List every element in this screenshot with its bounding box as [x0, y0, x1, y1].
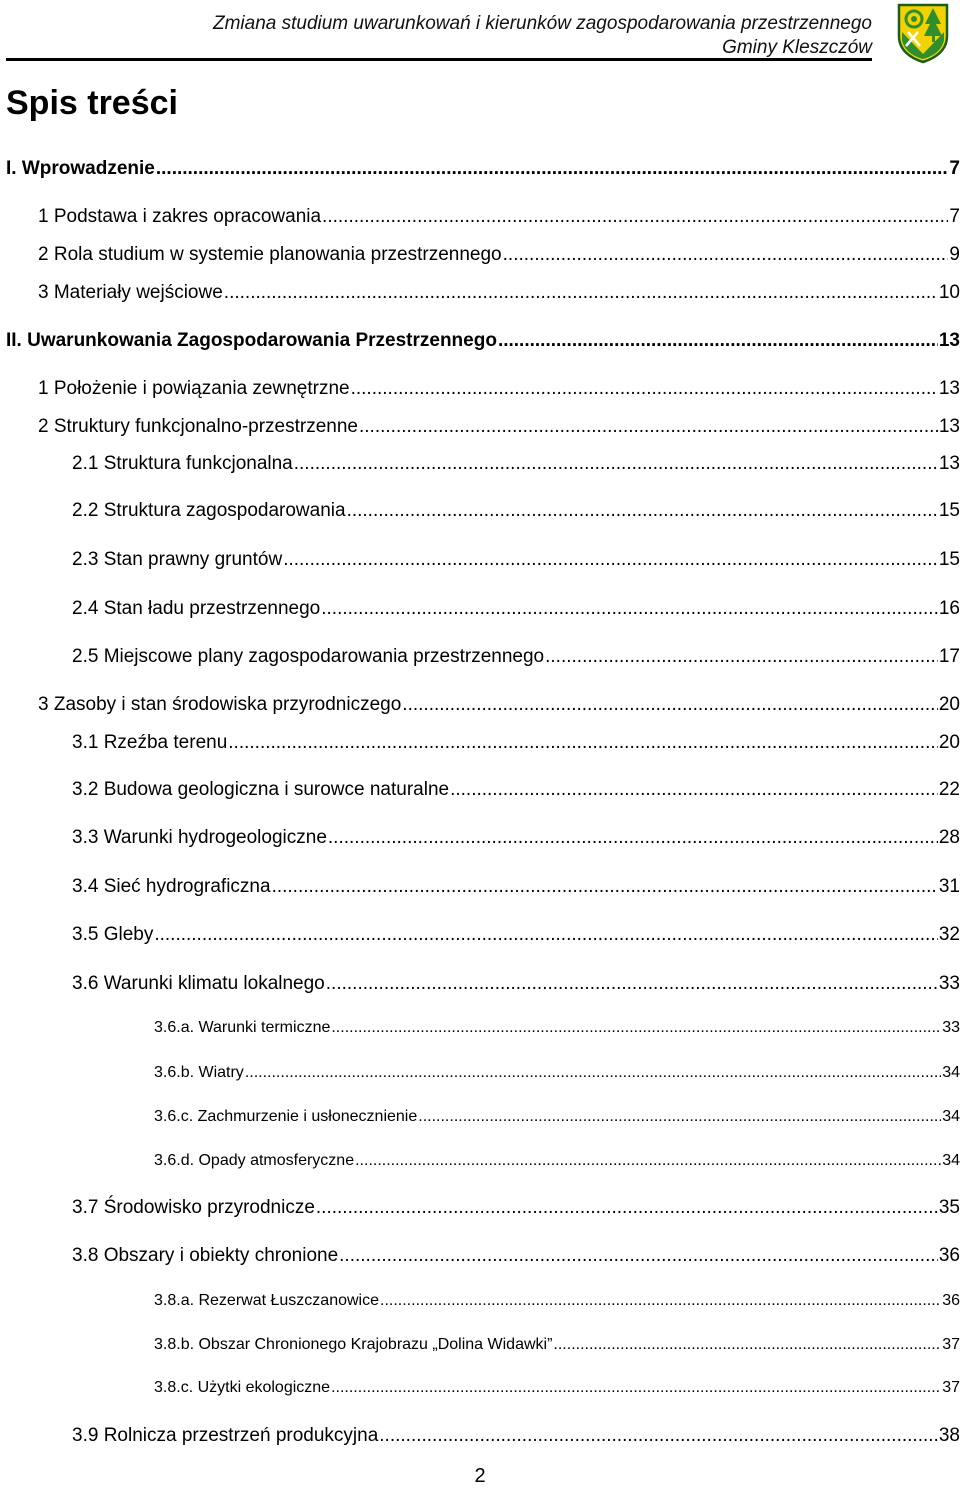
toc-leader-dots: [402, 694, 938, 716]
toc-entry-label: 2.3 Stan prawny gruntów: [72, 549, 283, 570]
toc-entry-page: 33: [938, 973, 960, 994]
toc-leader-dots: [224, 282, 938, 304]
toc-entry-page: 20: [938, 732, 960, 753]
toc-entry[interactable]: [154, 1379, 960, 1397]
toc-leader-dots: [156, 158, 949, 180]
toc-entry[interactable]: [72, 500, 960, 522]
toc-entry-label: 3.5 Gleby: [72, 924, 154, 945]
toc-entry-label: 3.6.d. Opady atmosferyczne: [154, 1152, 355, 1169]
toc-entry-label: 1 Położenie i powiązania zewnętrzne: [38, 378, 350, 399]
toc-entry-page: 36: [942, 1292, 960, 1309]
toc-entry-label: 1 Podstawa i zakres opracowania: [38, 206, 322, 227]
toc-leader-dots: [283, 549, 938, 571]
toc-entry-label: 3.8 Obszary i obiekty chronione: [72, 1245, 339, 1266]
toc-entry-page: 7: [949, 206, 960, 227]
toc-entry-label: 3.8.a. Rezerwat Łuszczanowice: [154, 1292, 379, 1309]
toc-leader-dots: [545, 646, 938, 668]
toc-entry[interactable]: [72, 827, 960, 849]
toc-entry[interactable]: [154, 1292, 960, 1310]
toc-entry-label: I. Wprowadzenie: [6, 158, 155, 179]
toc-entry[interactable]: [38, 282, 960, 304]
toc-leader-dots: [245, 1064, 941, 1082]
toc-leader-dots: [228, 732, 938, 754]
toc-entry[interactable]: [72, 924, 960, 946]
toc-entry-page: 13: [938, 378, 960, 399]
toc-entry-page: 35: [938, 1197, 960, 1218]
toc-entry[interactable]: [72, 973, 960, 995]
header-line-2: Gminy Kleszczów: [722, 37, 872, 58]
toc-entry-label: 3.8.b. Obszar Chronionego Krajobrazu „Dolina Widawki”: [154, 1336, 553, 1353]
toc-entry-page: 13: [938, 330, 960, 351]
toc-entry-page: 38: [938, 1425, 960, 1446]
toc-entry[interactable]: [72, 1245, 960, 1267]
toc-leader-dots: [272, 876, 938, 898]
toc-leader-dots: [355, 1152, 941, 1170]
toc-leader-dots: [322, 206, 948, 228]
toc-entry[interactable]: [154, 1019, 960, 1037]
toc-entry-page: 32: [938, 924, 960, 945]
toc-entry-label: 3.1 Rzeźba terenu: [72, 732, 228, 753]
toc-entry-page: 33: [942, 1019, 960, 1036]
toc-entry-label: 3 Materiały wejściowe: [38, 282, 223, 303]
toc-leader-dots: [331, 1019, 941, 1037]
toc-leader-dots: [331, 1379, 941, 1397]
toc-entry[interactable]: [154, 1108, 960, 1126]
toc-entry[interactable]: [72, 1197, 960, 1219]
toc-entry-page: 34: [942, 1108, 960, 1125]
toc-entry-page: 7: [949, 158, 960, 179]
toc-entry-label: 3.3 Warunki hydrogeologiczne: [72, 827, 327, 848]
toc-entry[interactable]: [6, 330, 960, 352]
toc-entry-page: 20: [938, 694, 960, 715]
toc-entry-page: 13: [938, 453, 960, 474]
toc-leader-dots: [503, 244, 949, 266]
toc-leader-dots: [347, 500, 938, 522]
toc-leader-dots: [328, 827, 938, 849]
toc-entry[interactable]: [38, 416, 960, 438]
toc-leader-dots: [450, 779, 938, 801]
toc-entry[interactable]: [154, 1064, 960, 1082]
toc-entry[interactable]: [154, 1336, 960, 1354]
toc-entry-page: 37: [942, 1336, 960, 1353]
toc-entry-page: 34: [942, 1064, 960, 1081]
toc-entry-page: 34: [942, 1152, 960, 1169]
toc-entry-label: 2.5 Miejscowe plany zagospodarowania przestrzennego: [72, 646, 545, 667]
toc-entry-label: 2.2 Struktura zagospodarowania: [72, 500, 346, 521]
toc-entry-label: 3.4 Sieć hydrograficzna: [72, 876, 271, 897]
toc-leader-dots: [553, 1336, 941, 1354]
toc-entry-label: 2.1 Struktura funkcjonalna: [72, 453, 293, 474]
toc-entry[interactable]: [72, 876, 960, 898]
toc-entry[interactable]: [72, 549, 960, 571]
toc-leader-dots: [351, 378, 938, 400]
toc-entry[interactable]: [38, 206, 960, 228]
toc-entry-page: 37: [942, 1379, 960, 1396]
toc-entry-label: II. Uwarunkowania Zagospodarowania Przestrzennego: [6, 330, 497, 351]
toc-leader-dots: [498, 330, 938, 352]
toc-entry-page: 36: [938, 1245, 960, 1266]
toc-entry[interactable]: [154, 1152, 960, 1170]
header-line-1: Zmiana studium uwarunkowań i kierunków zagospodarowania przestrzennego: [212, 13, 872, 34]
toc-entry-page: 9: [949, 244, 960, 265]
toc-entry[interactable]: [72, 598, 960, 620]
page-number: 2: [474, 1465, 486, 1487]
toc-entry-label: 3.6 Warunki klimatu lokalnego: [72, 973, 325, 994]
toc-entry-label: 3.2 Budowa geologiczna i surowce naturalne: [72, 779, 450, 800]
toc-leader-dots: [154, 924, 938, 946]
toc-entry-label: 2 Rola studium w systemie planowania przestrzennego: [38, 244, 502, 265]
toc-entry[interactable]: [72, 732, 960, 754]
toc-entry-page: 15: [938, 549, 960, 570]
toc-entry-page: 22: [938, 779, 960, 800]
toc-entry-label: 2.4 Stan ładu przestrzennego: [72, 598, 321, 619]
toc-leader-dots: [380, 1292, 941, 1310]
toc-entry[interactable]: [72, 779, 960, 801]
toc-entry[interactable]: [72, 646, 960, 668]
toc-entry[interactable]: [38, 694, 960, 716]
toc-entry[interactable]: [72, 1425, 960, 1447]
toc-entry-page: 17: [938, 646, 960, 667]
toc-entry-page: 16: [938, 598, 960, 619]
toc-entry[interactable]: [6, 158, 960, 180]
toc-entry-label: 3.8.c. Użytki ekologiczne: [154, 1379, 331, 1396]
toc-entry-label: 2 Struktury funkcjonalno-przestrzenne: [38, 416, 358, 437]
toc-entry-page: 10: [938, 282, 960, 303]
toc-entry-page: 13: [938, 416, 960, 437]
toc-leader-dots: [294, 453, 938, 475]
toc-entry-label: 3.6.b. Wiatry: [154, 1064, 244, 1081]
toc-leader-dots: [316, 1197, 938, 1219]
toc-entry-page: 31: [938, 876, 960, 897]
toc-entry-page: 15: [938, 500, 960, 521]
toc-entry-label: 3.6.c. Zachmurzenie i usłonecznienie: [154, 1108, 418, 1125]
toc-entry[interactable]: [38, 378, 960, 400]
toc-entry-label: 3.7 Środowisko przyrodnicze: [72, 1197, 315, 1218]
toc-leader-dots: [321, 598, 938, 620]
toc-entry-page: 28: [938, 827, 960, 848]
toc-entry[interactable]: [72, 453, 960, 475]
toc-entry-label: 3.9 Rolnicza przestrzeń produkcyjna: [72, 1425, 379, 1446]
toc-leader-dots: [418, 1108, 941, 1126]
toc-leader-dots: [339, 1245, 938, 1267]
toc-leader-dots: [359, 416, 938, 438]
toc-leader-dots: [379, 1425, 938, 1447]
toc-entry[interactable]: [38, 244, 960, 266]
toc-entry-label: 3 Zasoby i stan środowiska przyrodniczego: [38, 694, 402, 715]
toc-entry-label: 3.6.a. Warunki termiczne: [154, 1019, 331, 1036]
page-title: Spis treści: [6, 84, 178, 122]
toc-leader-dots: [326, 973, 938, 995]
